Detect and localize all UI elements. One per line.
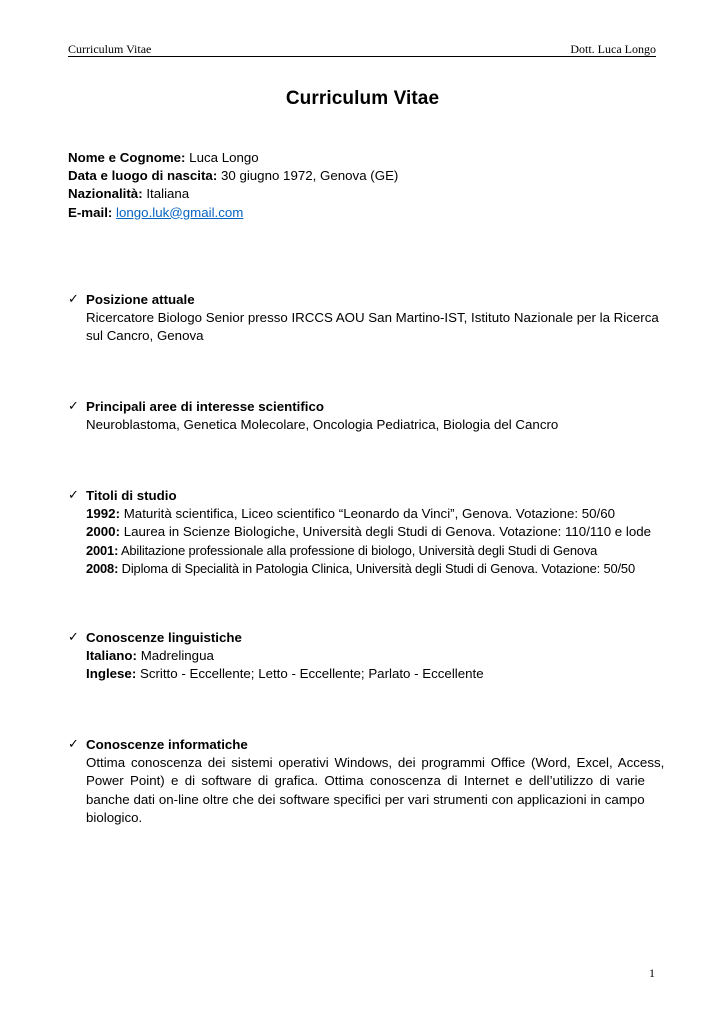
position-line: Ricercatore Biologo Senior presso IRCCS AOU San Martino-IST, Istituto Nazionale per la Ricerca [86,310,659,326]
section-title: Titoli di studio [86,488,177,503]
education-text: Laurea in Scienze Biologiche, Università degli Studi di Genova. Votazione: 110/110 e lode [123,524,652,540]
birth-row [68,167,658,185]
name-row [68,149,658,167]
section-interests [68,398,658,434]
education-item [86,560,658,578]
checkmark-icon: ✓ [68,737,79,752]
birth-value: 30 giugno 1972, Genova (GE) [220,168,399,184]
education-year: 2000: [86,524,121,540]
page-title: Curriculum Vitae [285,88,440,109]
position-line: sul Cancro, Genova [86,328,204,344]
language-label: Inglese: [86,666,137,682]
computer-text-line: biologico. [86,809,143,825]
name-value: Luca Longo [189,150,259,165]
section-title: Posizione attuale [86,292,195,307]
computer-text-line: Power Point) e di software di grafica. Ottima conoscenza di Internet e dell’utilizzo di varie [86,773,645,789]
checkmark-icon: ✓ [68,630,79,645]
nationality-label: Nazionalità: [68,186,143,202]
education-text: Diploma di Specialità in Patologia Clinica, Università degli Studi di Genova. Votazione: 50/50 [121,560,635,576]
running-header [68,42,656,57]
email-row [68,204,658,222]
language-level: Madrelingua [140,648,214,664]
birth-label: Data e luogo di nascita: [68,168,218,184]
email-link[interactable]: longo.luk@gmail.com [116,204,244,220]
education-item [86,505,658,523]
computer-text-line: Ottima conoscenza dei sistemi operativi Windows, dei programmi Office (Word, Excel, Access, [86,755,665,771]
language-item [86,647,658,665]
education-item [86,523,658,541]
checkmark-icon: ✓ [68,292,79,307]
section-computer [68,736,665,827]
computer-text-line: banche dati on-line oltre che dei software specifici per vari strumenti con applicazioni in campo [86,791,645,807]
personal-info [68,149,658,222]
checkmark-icon: ✓ [68,488,79,503]
section-position [68,291,658,346]
section-title: Conoscenze linguistiche [86,630,242,645]
education-text: Abilitazione professionale alla professione di biologo, Università degli Studi di Genova [120,542,598,558]
language-label: Italiano: [86,648,137,664]
name-label: Nome e Cognome: [68,150,186,165]
section-title: Principali aree di interesse scientifico [86,399,324,414]
checkmark-icon: ✓ [68,399,79,414]
interests-text: Neuroblastoma, Genetica Molecolare, Oncologia Pediatrica, Biologia del Cancro [86,417,559,433]
page-number: 1 [649,966,655,980]
education-year: 1992: [86,506,121,522]
education-year: 2008: [86,560,119,576]
nationality-value: Italiana [146,186,190,202]
section-title: Conoscenze informatiche [86,737,248,752]
education-year: 2001: [86,542,119,558]
nationality-row [68,185,658,203]
language-item [86,665,658,683]
education-text: Maturità scientifica, Liceo scientifico “Leonardo da Vinci”, Genova. Votazione: 50/60 [123,506,616,522]
header-left-text: Curriculum Vitae [68,42,152,56]
header-right-text: Dott. Luca Longo [570,42,656,56]
section-education [68,487,658,578]
section-languages [68,629,658,684]
email-label: E-mail: [68,204,113,220]
language-level: Scritto - Eccellente; Letto - Eccellente; Parlato - Eccellente [139,666,484,682]
education-item [86,542,658,560]
